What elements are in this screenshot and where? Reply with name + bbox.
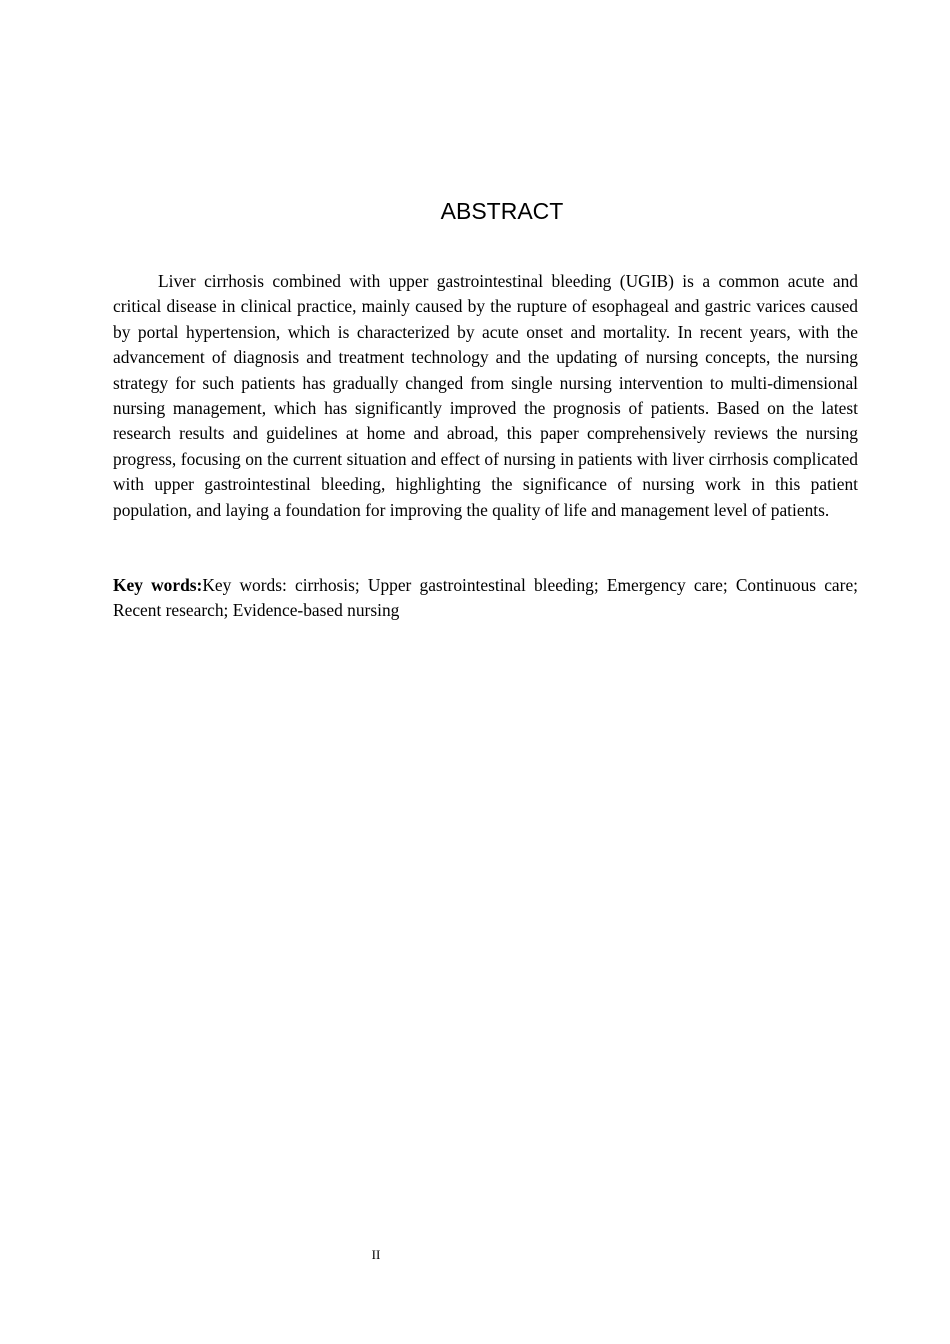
- keywords-text: Key words: cirrhosis; Upper gastrointestinal bleeding; Emergency care; Continuous care; Recent research; Evidence-based nursing: [113, 575, 858, 621]
- abstract-paragraph: Liver cirrhosis combined with upper gastrointestinal bleeding (UGIB) is a common acute and critical disease in clinical practice, mainly caused by the rupture of esophageal and gastric varices caused by portal hypertension, which is characterized by acute onset and mortality. In recent years, with the advancement of diagnosis and treatment technology and the updating of nursing concepts, the nursing strategy for such patients has gradually changed from single nursing intervention to multi-dimensional nursing management, which has significantly improved the prognosis of patients. Based on the latest research results and guidelines at home and abroad, this paper comprehensively reviews the nursing progress, focusing on the current situation and effect of nursing in patients with liver cirrhosis complicated with upper gastrointestinal bleeding, highlighting the significance of nursing work in this patient population, and laying a foundation for improving the quality of life and management level of patients.: [113, 271, 858, 520]
- page-number: II: [371, 1247, 381, 1262]
- keywords-label: Key words:: [113, 575, 203, 595]
- abstract-title: ABSTRACT: [440, 198, 564, 224]
- keywords-paragraph: [113, 573, 858, 624]
